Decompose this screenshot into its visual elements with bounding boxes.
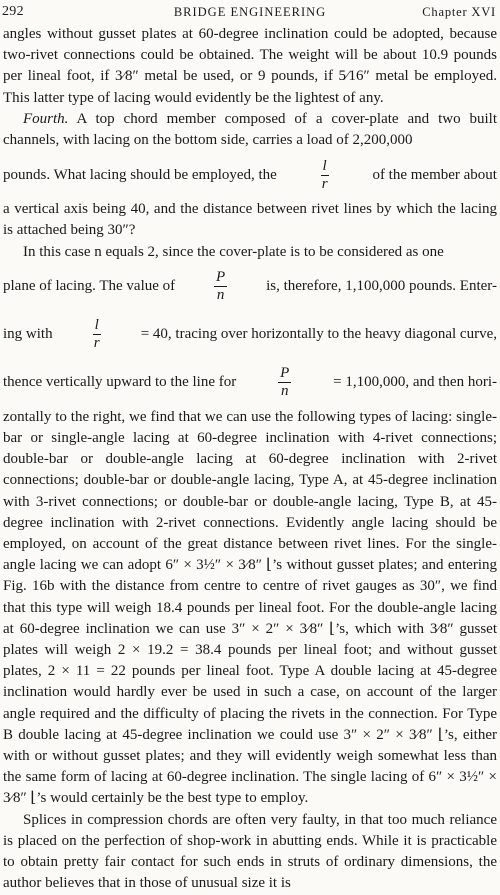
equation-text-left: plane of lacing. The value of [3,278,176,295]
equation-line-lr-40 [3,311,497,359]
equation-text-left: ing with [3,326,53,343]
paragraph-case-continued: zontally to the right, we find that we can use the following types of lacing: single-bar or single-angle lacing at 60-degree inclination with 4-rivet connections; double-bar or double-angle lacing at 60-degree inclination with 2-rivet connections; double-bar or double-angle lacing, Type A, at 45-degree inclination with 3-rivet connections; or double-bar or double-angle lacing, Type B, at 45-degree inclination with 2-rivet connections. Evidently angle lacing should be employed, on account of the great distance between rivet lines. For the single-angle lacing we can adopt 6″ × 3½″ × 3⁄8″ ⌊’s without gusset plates; and entering Fig. 16b with the distance from centre to centre of rivet gauges as 30″, we find that this type will weigh 18.4 pounds per lineal foot. For the double-angle lacing at 60-degree inclination we can use 3″ × 2″ × 3⁄8″ ⌊’s, which with 3⁄8″ gusset plates will weigh 2 × 19.2 = 38.4 pounds per lineal foot; and without gusset plates, 2 × 11 = 22 pounds per lineal foot. Type A double lacing at 45-degree inclination would hardly ever be used in such a case, on account of the larger angle required and the difficulty of placing the rivets in the connection. For Type B double lacing at 45-degree inclination we could use 3″ × 2″ × 3⁄8″ ⌊’s, either with or without gusset plates; and they will evidently weigh somewhat less than the same form of lacing at 60-degree inclination. The single lacing of 6″ × 3½″ × 3⁄8″ ⌊’s would certainly be the best type to employ. [3,408,497,807]
chapter-label: Chapter XVI [422,5,496,19]
paragraph-1: angles without gusset plates at 60-degree inclination could be adopted, because two-rivet connections could be obtained. The weight will be about 10.9 pounds per lineal foot, if 3⁄8″ metal be used, or 9 pounds, if 5⁄16″ metal be employed. This latter type of lacing would evidently be the lightest of any. [3,26,497,106]
equation-line-pn-value [3,359,497,407]
equation-text-right: is, therefore, 1,100,000 pounds. Enter- [266,278,497,295]
fraction-l-over-r [320,158,330,193]
paragraph-fourth-lead: Fourth. [23,110,69,127]
equation-text-left: thence vertically upward to the line for [3,374,237,391]
fraction-numerator: P [216,269,226,286]
fraction-numerator: l [94,317,99,334]
equation-line-lr [3,151,497,199]
fraction-denominator: n [280,383,289,400]
fraction-numerator: P [280,365,290,382]
equation-text-right: = 40, tracing over horizontally to the heavy diagonal curve, [140,326,497,343]
fraction-denominator: r [321,175,328,192]
paragraph-fourth-continued: a vertical axis being 40, and the distance between rivet lines by which the lacing is attached being 30″? [3,201,497,239]
body-text [3,24,497,895]
fraction-l-over-r [92,317,102,352]
equation-text-right: of the member about [372,166,497,183]
paragraph-splices: Splices in compression chords are often very faulty, in that too much reliance is placed on the perfection of shop-work in abutting ends. While it is practicable to obtain pretty fair contact for such ends in struts of ordinary dimensions, the author believes that in those of unusual size it is [3,811,497,892]
paragraph-fourth-text: A top chord member composed of a cover-plate and two built channels, with lacing on the bottom side, carries a load of 2,200,000 [3,110,497,149]
equation-text-right: = 1,100,000, and then hori- [333,374,497,391]
paragraph-case: In this case n equals 2, since the cover-plate is to be considered as one [23,243,444,260]
fraction-p-over-n [214,269,227,304]
fraction-numerator: l [322,157,327,174]
fraction-p-over-n [278,365,291,400]
equation-text-left: pounds. What lacing should be employed, the [3,166,277,183]
page-number: 292 [2,4,24,19]
fraction-denominator: n [216,287,225,304]
fraction-denominator: r [93,335,100,352]
paragraph-fourth [3,109,497,151]
running-title: BRIDGE ENGINEERING [173,5,327,19]
running-header [0,2,500,22]
equation-line-pn [3,263,497,311]
